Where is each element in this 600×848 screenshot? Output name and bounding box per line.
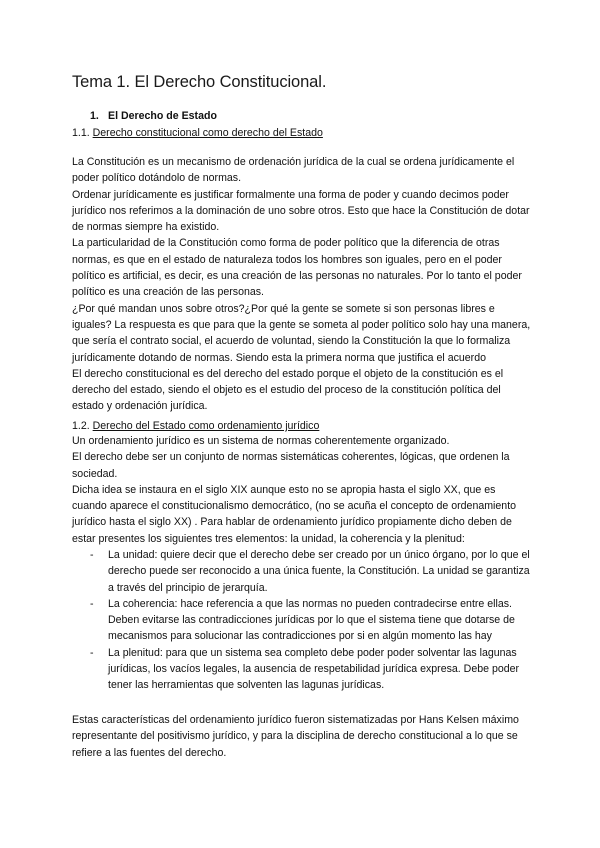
list-item: [72, 596, 532, 645]
paragraph: Ordenar jurídicamente es justificar formalmente una forma de poder y cuando decimos poder jurídico nos referimos a la dominación de uno sobre otros. Esto que hace la Constitución de dotar de normas siempre ha existido.: [72, 188, 530, 234]
list-item-text: La unidad: quiere decir que el derecho debe ser creado por un único órgano, por lo que el derecho puede ser reconocido a una única fuente, la Constitución. La unidad se garantiza a través del principio de jerarquía.: [108, 549, 530, 594]
subsection-1-title: Derecho constitucional como derecho del Estado: [92, 127, 323, 139]
list-marker: -: [90, 597, 94, 610]
paragraph: El derecho debe ser un conjunto de normas sistemáticas coherentes, lógicas, que ordenen la sociedad.: [72, 451, 510, 480]
section-heading-text: El Derecho de Estado: [108, 110, 217, 122]
list-marker: -: [90, 549, 94, 561]
section-heading: [90, 110, 217, 122]
paragraph: ¿Por qué mandan unos sobre otros?¿Por qué la gente se somete si son personas libres e iguales? La respuesta es que para que la gente se someta al poder político solo hay una manera, que sería el contrato social, el acuerdo de voluntad, siendo la Constitución la que lo formaliza jurídicamente dotando de normas. Siendo esta la primera norma que justifica el acuerdo: [72, 302, 531, 364]
list-item: [72, 645, 532, 694]
subsection-1-heading: [72, 127, 323, 139]
subsection-1-body: [72, 154, 532, 415]
subsection-2-title: Derecho del Estado como ordenamiento jurídico: [92, 420, 320, 432]
paragraph: La Constitución es un mecanismo de ordenación jurídica de la cual se ordena jurídicamente el poder político dotándolo de normas.: [72, 156, 515, 185]
list-item: [72, 547, 532, 596]
paragraph: Estas características del ordenamiento jurídico fueron sistematizadas por Hans Kelsen máximo representante del positivismo jurídico, y para la disciplina de derecho constitucional a lo que se refiere a las fuentes del derecho.: [72, 714, 519, 759]
closing-paragraph: [72, 712, 532, 761]
list-marker: -: [90, 646, 94, 659]
paragraph: El derecho constitucional es del derecho del estado porque el objeto de la constitución es el derecho del estado, siendo el objeto es el estudio del proceso de la constitución política del estado y ordenación jurídica.: [72, 367, 504, 413]
paragraph: La particularidad de la Constitución como forma de poder político que la diferencia de otras normas, es que en el estado de naturaleza todos los hombres son iguales, pero en el poder político es artificial, es decir, es una creación de las personas no naturales. Por lo tanto el poder político es una creación de las personas.: [72, 237, 522, 299]
page-title: Tema 1. El Derecho Constitucional.: [72, 73, 327, 91]
section-number: 1.: [90, 110, 99, 122]
elements-list: [72, 547, 532, 694]
list-item-text: La coherencia: hace referencia a que las normas no pueden contradecirse entre ellas. Deben evitarse las contradicciones jurídicas por lo que el sistema tiene que dotarse de mecanismos para solucionar las contradicciones por si en algún momento las hay: [108, 597, 515, 643]
paragraph: Dicha idea se instaura en el siglo XIX aunque esto no se apropia hasta el siglo XX, que es cuando aparece el constitucionalismo democrático, (no se acuña el concepto de ordenamiento jurídico hasta el siglo XX) . Para hablar de ordenamiento jurídico propiamente dicho deben de estar presentes los siguientes tres elementos: la unidad, la coherencia y la plenitud:: [72, 483, 517, 545]
subsection-2-number: 1.2.: [72, 420, 90, 432]
subsection-2-heading: [72, 420, 319, 432]
paragraph: Un ordenamiento jurídico es un sistema de normas coherentemente organizado.: [72, 435, 450, 447]
list-item-text: La plenitud: para que un sistema sea completo debe poder poder solventar las lagunas jurídicas, los vacíos legales, la ausencia de respetabilidad jurídica expresa. Debe poder tener las herramientas que solventen las lagunas jurídicas.: [108, 646, 520, 692]
subsection-1-number: 1.1.: [72, 127, 90, 139]
subsection-2-body: [72, 433, 532, 547]
